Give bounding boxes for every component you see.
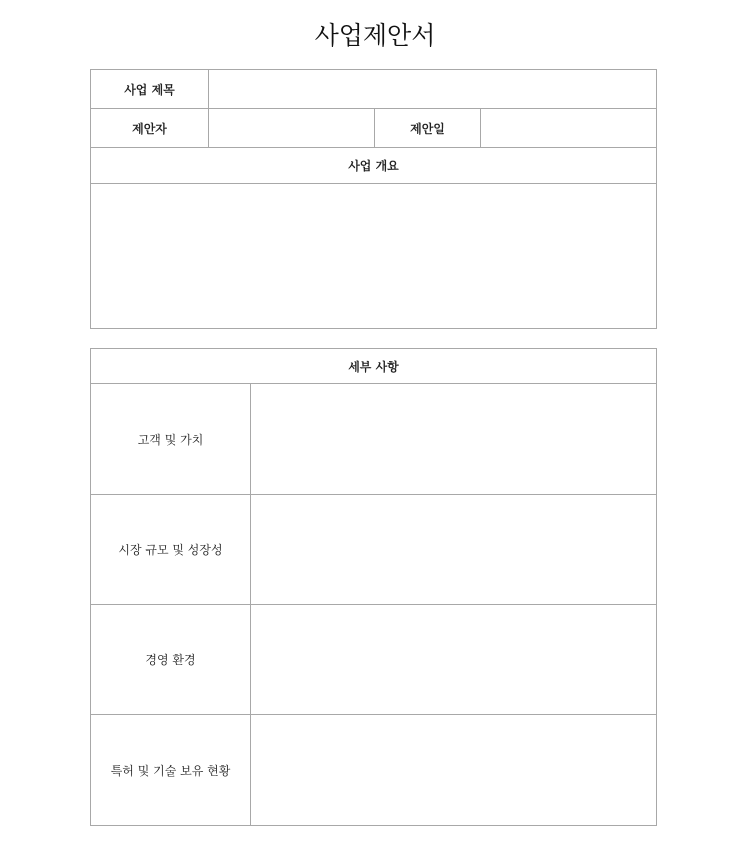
details-header: 세부 사항 (90, 348, 657, 384)
proposer-field[interactable] (208, 108, 375, 148)
proposer-label: 제안자 (90, 108, 209, 148)
proposal-date-label: 제안일 (374, 108, 481, 148)
overview-header: 사업 개요 (90, 147, 657, 184)
business-title-field[interactable] (208, 69, 657, 109)
document-title: 사업제안서 (314, 21, 436, 50)
detail-field-market-size[interactable] (250, 494, 657, 605)
detail-field-business-environment[interactable] (250, 604, 657, 715)
proposal-date-field[interactable] (480, 108, 657, 148)
overview-field[interactable] (90, 183, 657, 329)
detail-field-customer-value[interactable] (250, 383, 657, 495)
detail-label-business-environment: 경영 환경 (90, 604, 251, 715)
detail-label-customer-value: 고객 및 가치 (90, 383, 251, 495)
detail-field-patents-technology[interactable] (250, 714, 657, 826)
business-title-label: 사업 제목 (90, 69, 209, 109)
detail-label-patents-technology: 특허 및 기술 보유 현황 (90, 714, 251, 826)
detail-label-market-size: 시장 규모 및 성장성 (90, 494, 251, 605)
